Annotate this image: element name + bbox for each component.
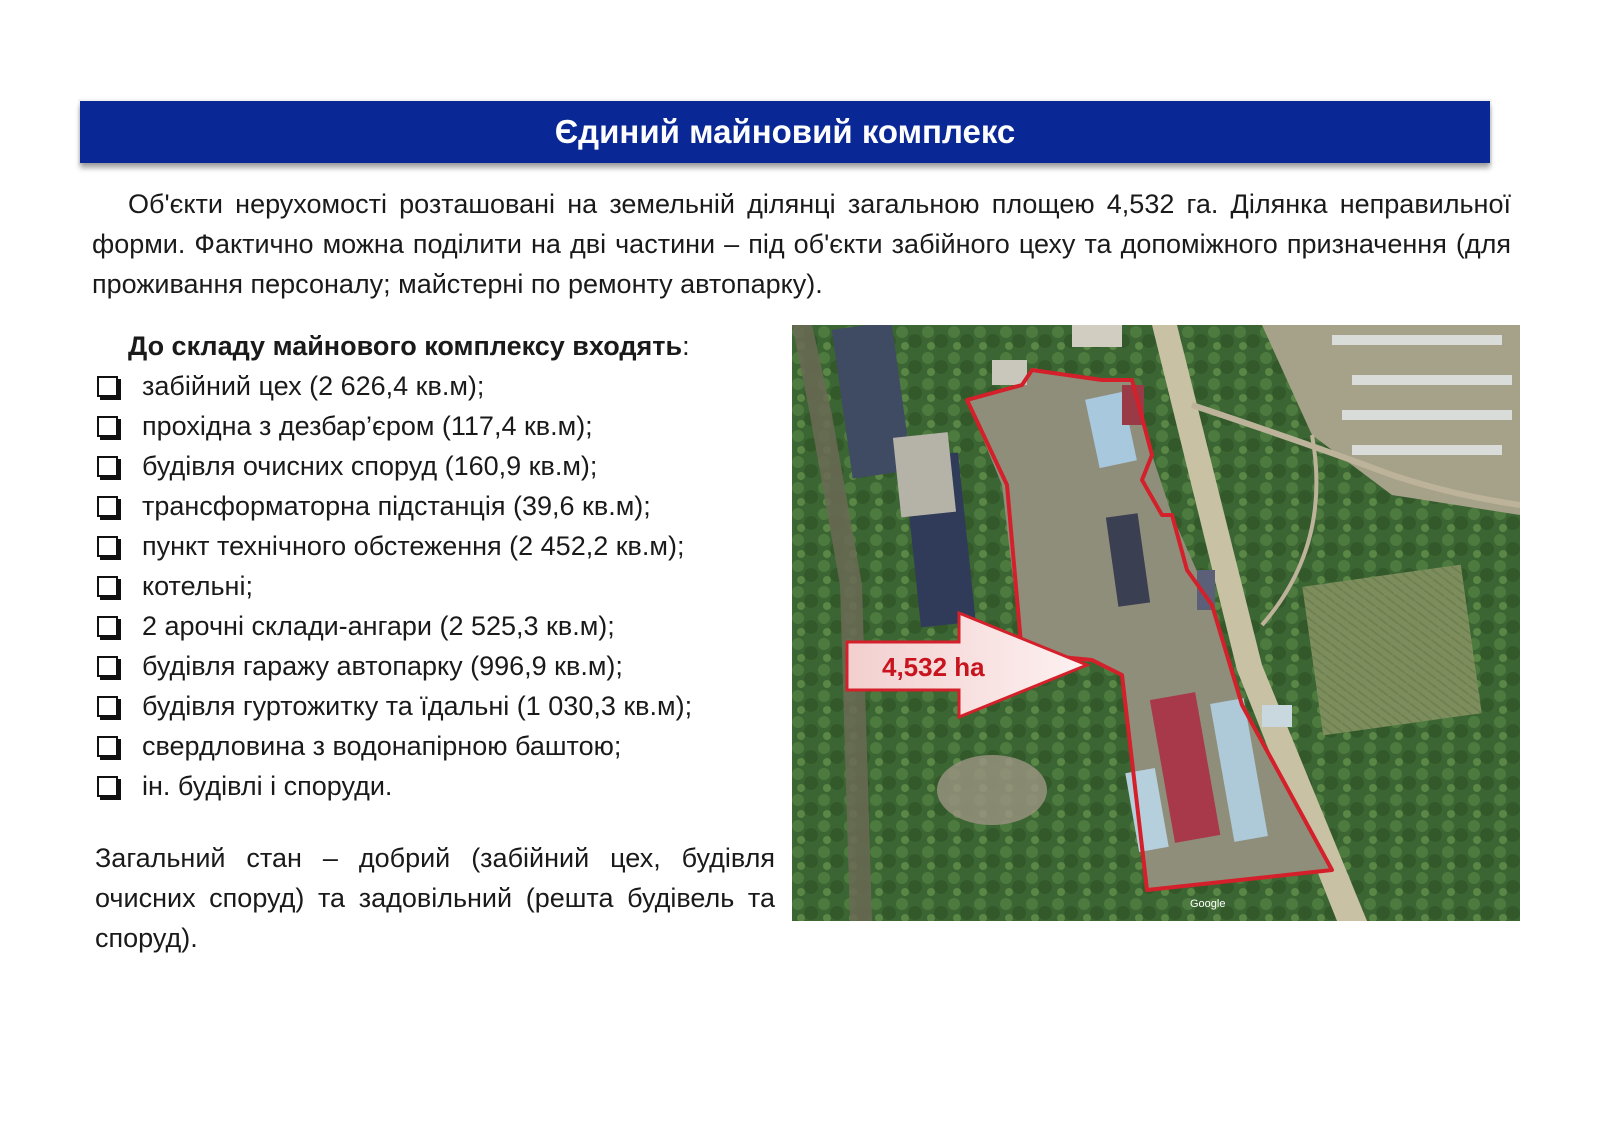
checkbox-icon [97,576,118,597]
checkbox-icon [97,496,118,517]
rubble-area [937,755,1047,825]
list-item [95,366,785,406]
list-item-text: прохідна з дезбар’єром (117,4 кв.м); [142,411,593,441]
list-item-text: ін. будівлі і споруди. [142,771,393,801]
composition-list [95,366,785,806]
checkbox-icon [97,456,118,477]
farmland [1302,565,1481,736]
list-item-text: свердловина з водонапірною баштою; [142,731,622,761]
intro-text: Об'єкти нерухомості розташовані на земельній ділянці загальною площею 4,532 га. Ділянка неправильної форми. Фактично можна поділити на дві частини – під об'єкти забійного цеху та допоміжного призначення (для проживання персоналу; майстерні по ремонту автопарку). [92,189,1511,299]
composition-heading-text: До складу майнового комплексу входять [128,331,683,361]
satellite-map [792,325,1520,921]
summary-paragraph: Загальний стан – добрий (забійний цех, будівля очисних споруд) та задовільний (решта будівель та споруд). [95,843,775,953]
list-item [95,406,785,446]
list-item-text: будівля гуртожитку та їдальні (1 030,3 кв.м); [142,691,693,721]
list-item [95,726,785,766]
intro-paragraph [92,184,1511,304]
list-item [95,446,785,486]
list-item-text: 2 арочні склади-ангари (2 525,3 кв.м); [142,611,615,641]
checkbox-icon [97,536,118,557]
list-item [95,686,785,726]
checkbox-icon [97,736,118,757]
list-item [95,646,785,686]
page-title: Єдиний майновий комплекс [554,113,1016,150]
checkbox-icon [97,696,118,717]
list-item [95,486,785,526]
list-item-text: пункт технічного обстеження (2 452,2 кв.м); [142,531,685,561]
list-item-text: котельні; [142,571,253,601]
list-item [95,606,785,646]
checkbox-icon [97,376,118,397]
list-item-text: будівля очисних споруд (160,9 кв.м); [142,451,598,481]
area-label: 4,532 ha [882,652,985,682]
checkbox-icon [97,416,118,437]
list-item [95,766,785,806]
checkbox-icon [97,776,118,797]
composition-heading-colon: : [682,331,690,361]
satellite-map-image [792,325,1520,921]
title-bar [80,101,1490,163]
checkbox-icon [97,656,118,677]
checkbox-icon [97,616,118,637]
list-item [95,566,785,606]
list-item [95,526,785,566]
composition-heading [128,326,690,366]
list-item-text: трансформаторна підстанція (39,6 кв.м); [142,491,651,521]
list-item-text: будівля гаражу автопарку (996,9 кв.м); [142,651,623,681]
list-item-text: забійний цех (2 626,4 кв.м); [142,371,485,401]
google-watermark: Google [1190,898,1226,910]
